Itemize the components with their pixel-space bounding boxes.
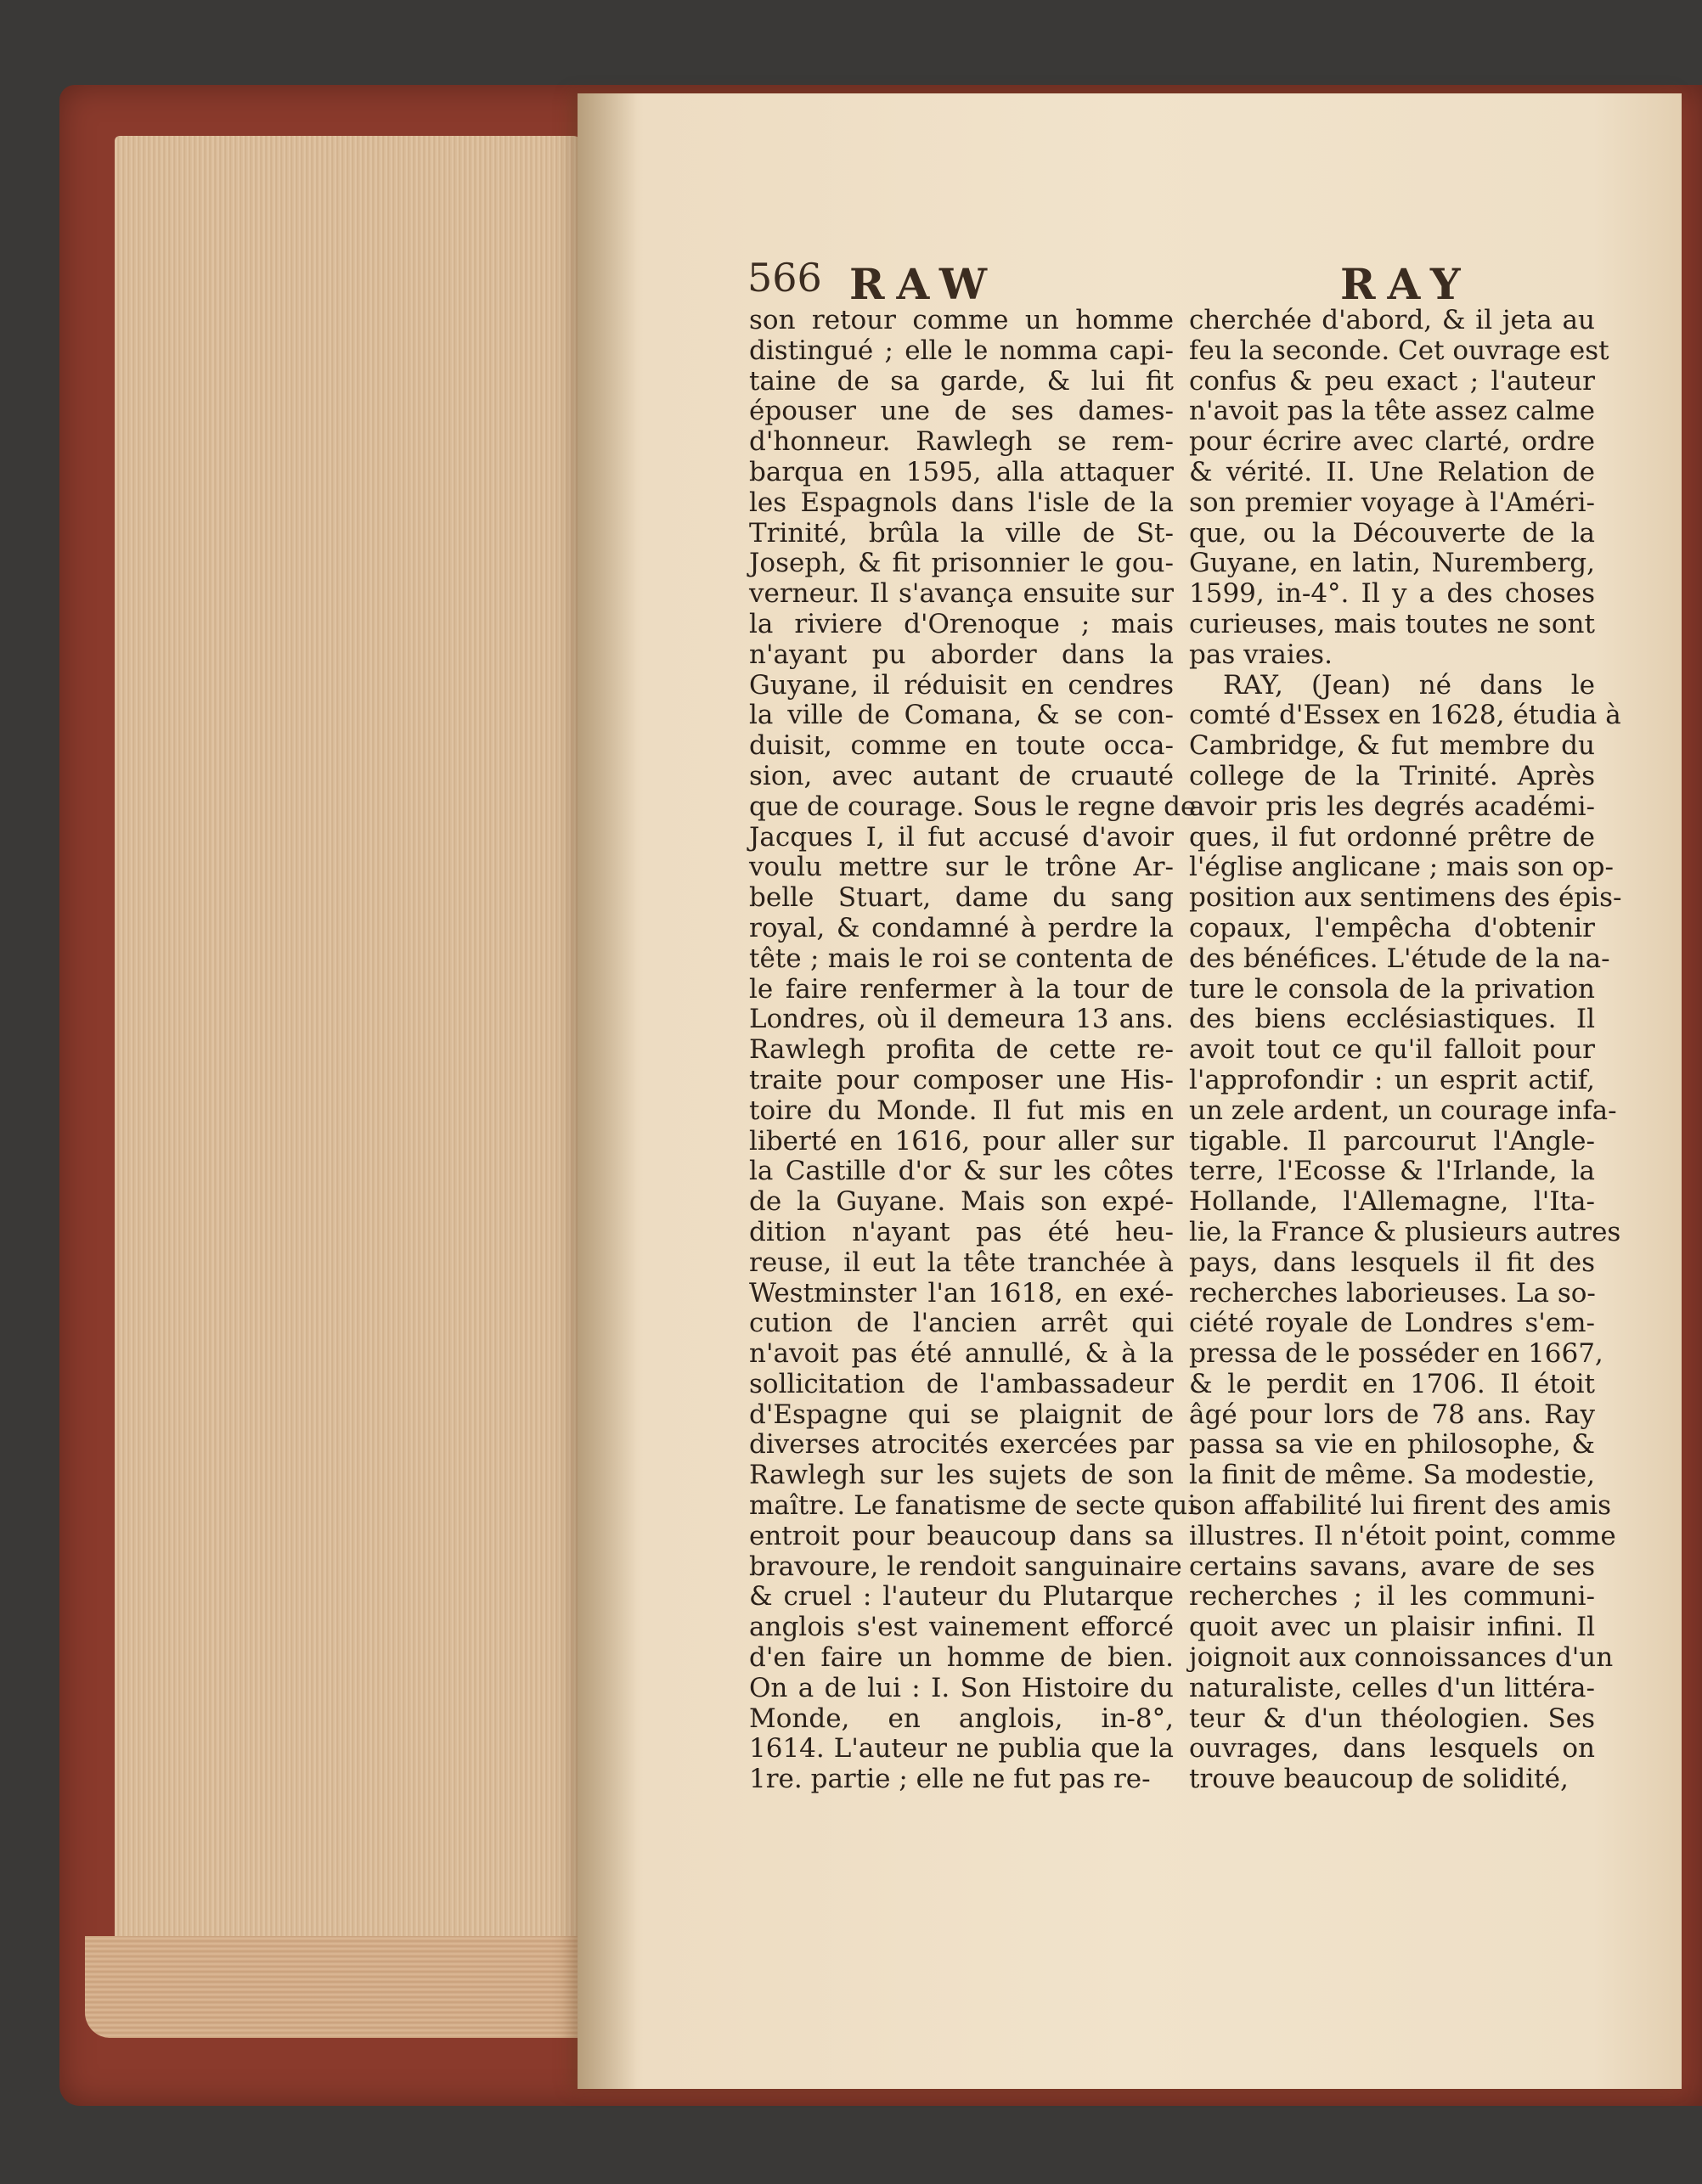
text-line: comté d'Essex en 1628, étudia à [1189,700,1621,731]
text-line: curieuses, mais toutes ne sont [1189,608,1595,639]
text-line: tête ; mais le roi se contenta de [749,943,1174,974]
text-line: n'avoit pas la tête assez calme [1189,396,1595,427]
text-line: son retour comme un homme [749,305,1174,335]
text-line: les Espagnols dans l'isle de la [749,487,1174,518]
page-edges [115,136,582,1970]
text-line: avoir pris les degrés académi- [1189,791,1595,822]
text-line: épouser une de ses dames- [749,396,1174,427]
text-line: cherchée d'abord, & il jeta au [1189,305,1595,335]
text-line: RAY, (Jean) né dans le [1223,669,1595,701]
text-line: Monde, en anglois, in-8°, [749,1703,1174,1734]
text-line: voulu mettre sur le trône Ar- [749,852,1174,883]
text-line: copaux, l'empêcha d'obtenir [1189,912,1595,943]
text-line: traite pour composer une His- [749,1064,1174,1095]
text-line: l'approfondir : un esprit actif, [1189,1064,1595,1095]
text-line: barqua en 1595, alla attaquer [749,456,1174,487]
text-line: certains savans, avare de ses [1189,1551,1595,1582]
text-line: avoit tout ce qu'il falloit pour [1189,1034,1595,1066]
text-line: la Castille d'or & sur les côtes [749,1156,1174,1187]
text-line: belle Stuart, dame du sang [749,882,1174,914]
text-line: 1614. L'auteur ne publia que la [749,1733,1174,1765]
text-line: taine de sa garde, & lui fit [749,365,1174,397]
text-line: sion, avec autant de cruauté [749,760,1174,791]
text-column-right [1189,305,1622,1795]
text-line: & vérité. II. Une Relation de [1189,456,1595,487]
gutter-shadow [578,93,637,2089]
text-line: 1re. partie ; elle ne fut pas re- [749,1764,1151,1795]
text-column-left [749,305,1197,1795]
text-line: pays, dans lesquels il fit des [1189,1247,1595,1278]
text-line: entroit pour beaucoup dans sa [749,1520,1174,1551]
text-line: tigable. Il parcourut l'Angle- [1189,1125,1595,1157]
text-line: terre, l'Ecosse & l'Irlande, la [1189,1156,1595,1187]
text-line: recherches laborieuses. La so- [1189,1277,1596,1309]
text-line: pour écrire avec clarté, ordre [1189,426,1595,458]
text-line: & le perdit en 1706. Il étoit [1189,1368,1595,1399]
text-line: quoit avec un plaisir infini. Il [1189,1612,1595,1643]
text-line: cution de l'ancien arrêt qui [749,1308,1174,1339]
text-line: liberté en 1616, pour aller sur [749,1125,1174,1157]
text-line: & cruel : l'auteur du Plutarque [749,1581,1174,1613]
text-line: Joseph, & fit prisonnier le gou- [749,548,1174,579]
text-line: âgé pour lors de 78 ans. Ray [1189,1399,1595,1430]
text-line: trouve beaucoup de solidité, [1189,1764,1569,1795]
text-line: lie, la France & plusieurs autres [1189,1216,1621,1247]
text-line: confus & peu exact ; l'auteur [1189,365,1595,397]
text-line: un zele ardent, un courage infa- [1189,1095,1617,1126]
text-line: duisit, comme en toute occa- [749,730,1174,762]
text-line: Trinité, brûla la ville de St- [749,517,1174,549]
text-line: verneur. Il s'avança ensuite sur [749,578,1174,610]
text-line: n'avoit pas été annullé, & à la [749,1338,1174,1370]
text-line: Westminster l'an 1618, en exé- [749,1277,1174,1309]
text-line: d'en faire un homme de bien. [749,1642,1174,1674]
text-line: pas vraies. [1189,639,1333,670]
text-line: distingué ; elle le nomma capi- [749,335,1174,366]
text-line: d'Espagne qui se plaignit de [749,1399,1174,1430]
text-line: la riviere d'Orenoque ; mais [749,608,1174,639]
text-line: Londres, où il demeura 13 ans. [749,1004,1174,1035]
text-line: teur & d'un théologien. Ses [1189,1703,1595,1734]
text-line: des bénéfices. L'étude de la na- [1189,943,1610,974]
text-line: pressa de le posséder en 1667, [1189,1338,1603,1370]
text-line: 1599, in-4°. Il y a des choses [1189,578,1595,610]
text-line: que, ou la Découverte de la [1189,517,1595,549]
text-line: le faire renfermer à la tour de [749,973,1174,1005]
text-line: toire du Monde. Il fut mis en [749,1095,1174,1126]
text-line: feu la seconde. Cet ouvrage est [1189,335,1609,366]
text-line: anglois s'est vainement efforcé [749,1612,1174,1643]
text-line: college de la Trinité. Après [1189,760,1595,791]
text-line: Hollande, l'Allemagne, l'Ita- [1189,1186,1595,1218]
running-head-left: RAW [849,259,1000,309]
text-line: Rawlegh sur les sujets de son [749,1460,1174,1491]
text-line: son premier voyage à l'Améri- [1189,487,1595,518]
text-line: ouvrages, dans lesquels on [1189,1733,1595,1765]
text-line: des biens ecclésiastiques. Il [1189,1004,1595,1035]
text-line: On a de lui : I. Son Histoire du [749,1672,1174,1703]
text-line: la ville de Comana, & se con- [749,700,1174,731]
text-line: la finit de même. Sa modestie, [1189,1460,1595,1491]
text-line: position aux sentimens des épis- [1189,882,1622,914]
text-line: bravoure, le rendoit sanguinaire [749,1551,1182,1582]
text-line: ture le consola de la privation [1189,973,1595,1005]
page-edges-lower [85,1936,582,2038]
text-line: n'ayant pu aborder dans la [749,639,1174,670]
text-line: Rawlegh profita de cette re- [749,1034,1174,1066]
text-line: Cambridge, & fut membre du [1189,730,1595,762]
text-line: recherches ; il les communi- [1189,1581,1595,1613]
text-line: son affabilité lui firent des amis [1189,1490,1612,1522]
text-line: de la Guyane. Mais son expé- [749,1186,1174,1218]
text-line: diverses atrocités exercées par [749,1429,1174,1461]
text-line: Jacques I, il fut accusé d'avoir [749,821,1174,853]
text-line: Guyane, il réduisit en cendres [749,669,1174,701]
text-line: Guyane, en latin, Nuremberg, [1189,548,1595,579]
text-line: illustres. Il n'étoit point, comme [1189,1520,1616,1551]
text-line: passa sa vie en philosophe, & [1189,1429,1595,1461]
running-head-right: RAY [1340,259,1473,309]
text-line: royal, & condamné à perdre la [749,912,1174,943]
text-line: ques, il fut ordonné prêtre de [1189,821,1595,853]
text-line: d'honneur. Rawlegh se rem- [749,426,1174,458]
text-line: reuse, il eut la tête tranchée à [749,1247,1174,1278]
text-line: naturaliste, celles d'un littéra- [1189,1672,1595,1703]
text-line: dition n'ayant pas été heu- [749,1216,1174,1247]
text-line: l'église anglicane ; mais son op- [1189,852,1614,883]
text-line: sollicitation de l'ambassadeur [749,1368,1174,1399]
text-line: maître. Le fanatisme de secte qui [749,1490,1197,1522]
text-line: ciété royale de Londres s'em- [1189,1308,1595,1339]
text-line: joignoit aux connoissances d'un [1189,1642,1614,1674]
text-line: que de courage. Sous le regne de [749,791,1197,822]
page-number: 566 [747,255,822,301]
